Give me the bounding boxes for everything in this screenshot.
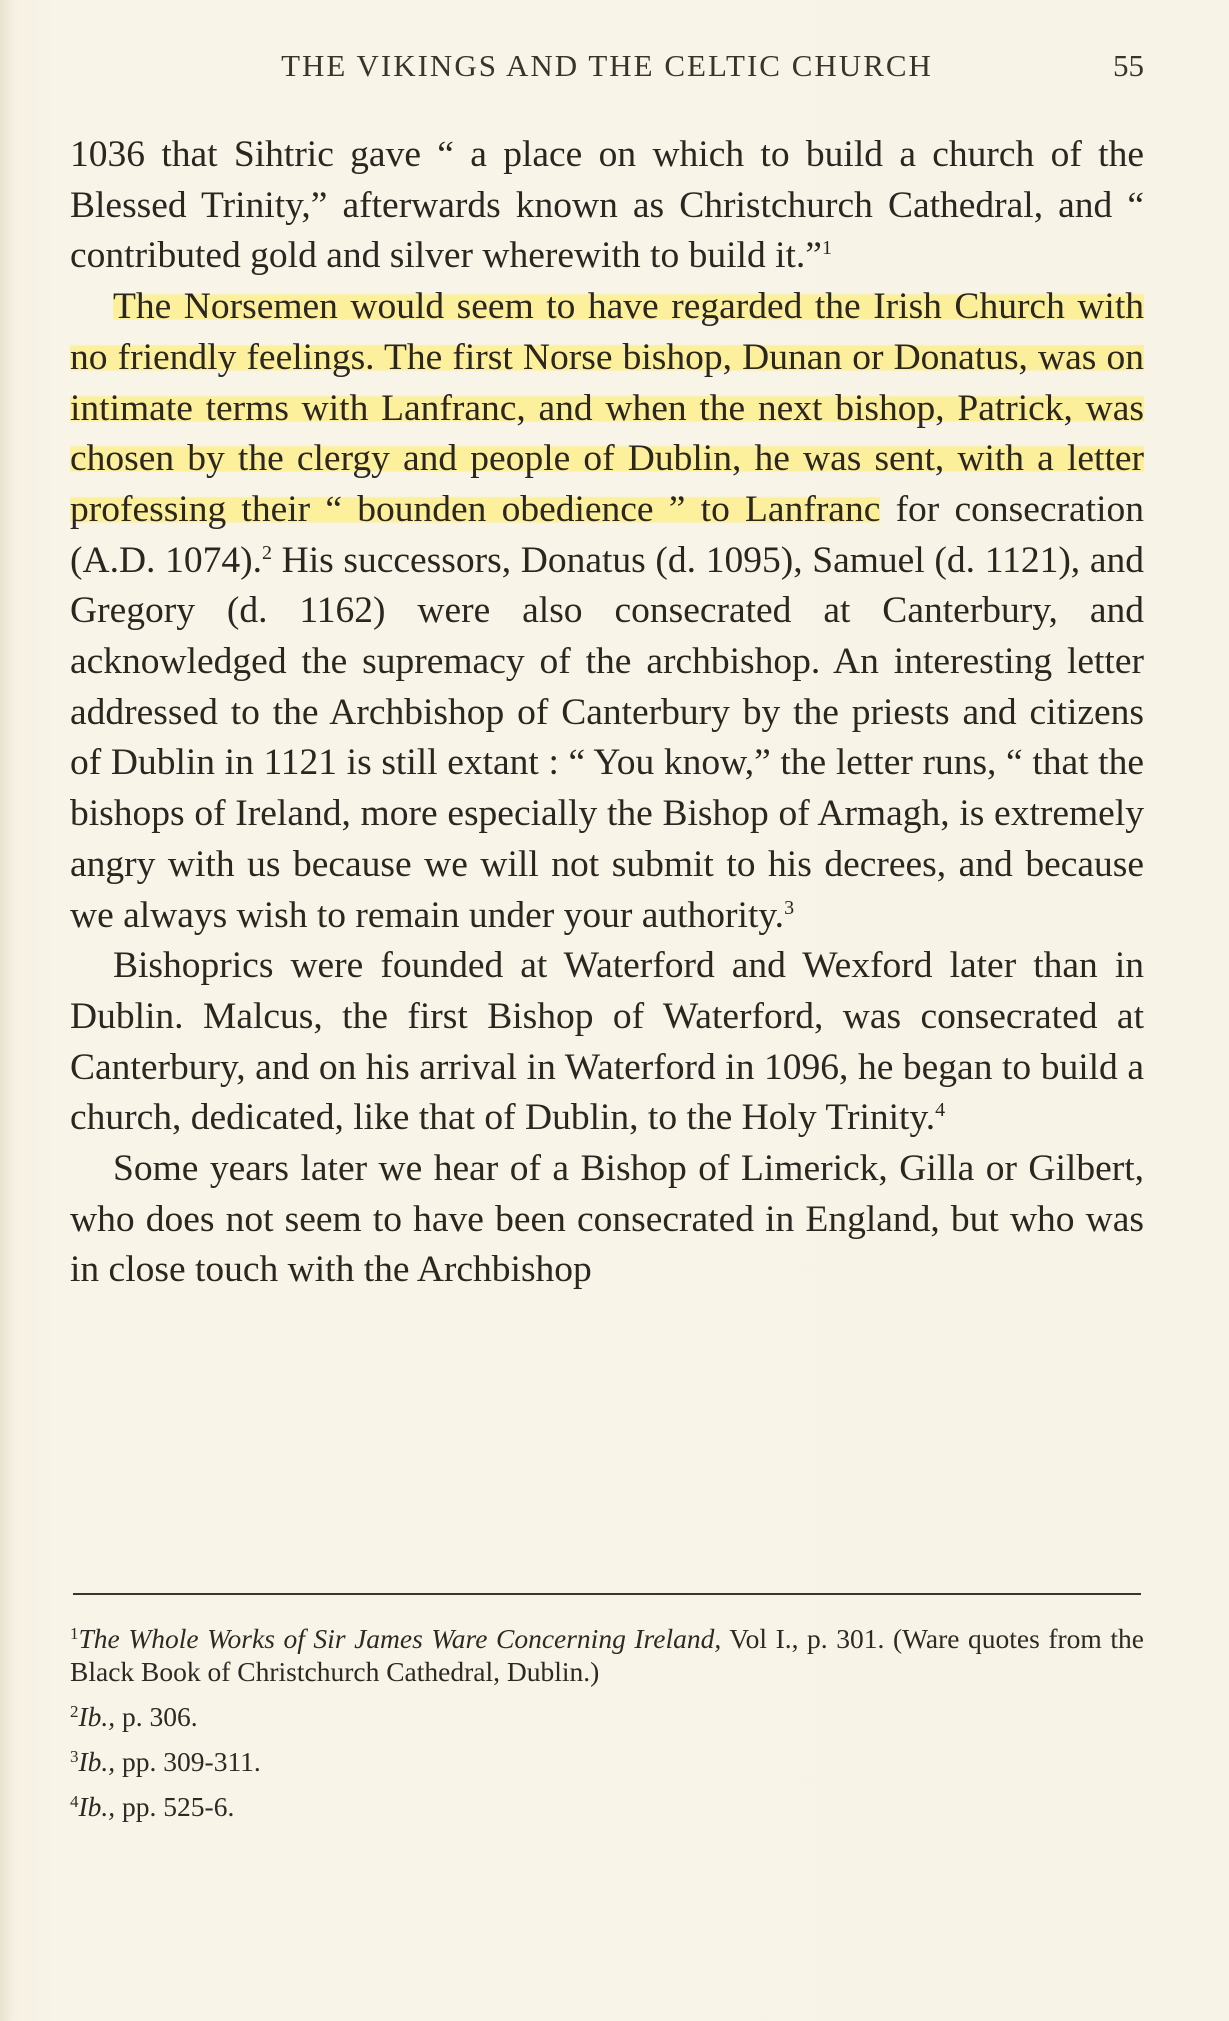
footnote-divider (73, 1593, 1141, 1595)
footnote-2 (70, 1700, 1144, 1733)
paragraph-4-text: Some years later we hear of a Bishop of Limerick, Gilla or Gilbert, who does not seem to have been consecrated in England, but who was in close touch with the Archbishop (70, 1148, 1144, 1291)
paragraph-3-text: Bishoprics were founded at Waterford and Wexford later than in Dublin. Malcus, the first Bishop of Waterford, was consecrated at Canterbury, and on his arrival in Waterford in 1096, he began to build a church, dedicated, like that of Dublin, to the Holy Trinity. (70, 945, 1144, 1139)
footnote-ref-4[interactable]: 4 (935, 1099, 946, 1122)
footnote-4 (70, 1790, 1144, 1823)
footnote-text: pp. 525-6. (115, 1791, 235, 1822)
paragraph-2-text-b: His successors, Donatus (d. 1095), Samuel (d. 1121), and Gregory (d. 1162) were also consecrated at Canterbury, and acknowledged the supremacy of the archbishop. An interesting letter addressed to the Archbishop of Canterbury by the priests and citizens of Dublin in 1121 is still extant : “ You know,” the letter runs, “ that the bishops of Ireland, more especially the Bishop of Armagh, is extremely angry with us because we will not submit to his decrees, and because we always wish to remain under your authority. (70, 539, 1145, 936)
paragraph-4 (70, 1144, 1144, 1296)
paragraph-3 (70, 941, 1144, 1144)
footnote-title: The Whole Works of Sir James Ware Concerning Ireland, (78, 1623, 722, 1654)
footnote-3 (70, 1745, 1144, 1778)
footnote-ref-1[interactable]: 1 (821, 237, 832, 260)
highlighted-passage: The Norsemen would seem to have regarded the Irish Church with no friendly feelings. The first Norse bishop, Dunan or Donatus, was on intimate terms with Lanfranc, and when the next bishop, Patrick, was chosen by the clergy and people of Dublin, he was sent, with a letter professing their “ bounden obedience ” to Lanfranc (70, 286, 1144, 530)
paragraph-1 (70, 130, 1144, 282)
footnote-text: Vol I., p. 301. (Ware quotes from the Black Book of Christchurch Cathedral, Dublin.) (70, 1623, 1144, 1687)
footnote-mark: 1 (70, 1624, 79, 1643)
footnote-title: Ib., (78, 1791, 116, 1822)
footnote-mark: 3 (70, 1747, 79, 1766)
footnote-title: Ib., (78, 1701, 116, 1732)
footnote-mark: 4 (70, 1792, 79, 1811)
paragraph-1-text: 1036 that Sihtric gave “ a place on which to build a church of the Blessed Trinity,” afterwards known as Christchurch Cathedral, and “ contributed gold and silver wherewith to build it.” (70, 134, 1144, 277)
footnote-title: Ib., (78, 1746, 116, 1777)
paragraph-2-text-a: for consecration (A.D. 1074). (70, 488, 1144, 581)
footnotes (70, 1622, 1144, 1835)
footnote-text: p. 306. (115, 1701, 198, 1732)
footnote-ref-2[interactable]: 2 (261, 541, 272, 564)
page-number: 55 (1113, 48, 1144, 83)
footnote-text: pp. 309-311. (115, 1746, 261, 1777)
running-head (70, 48, 1144, 88)
footnote-1 (70, 1622, 1144, 1688)
body-text (70, 130, 1144, 1296)
footnote-ref-3[interactable]: 3 (784, 896, 795, 919)
running-title: THE VIKINGS AND THE CELTIC CHURCH (281, 48, 933, 83)
footnote-mark: 2 (70, 1702, 79, 1721)
paragraph-2 (70, 282, 1144, 941)
